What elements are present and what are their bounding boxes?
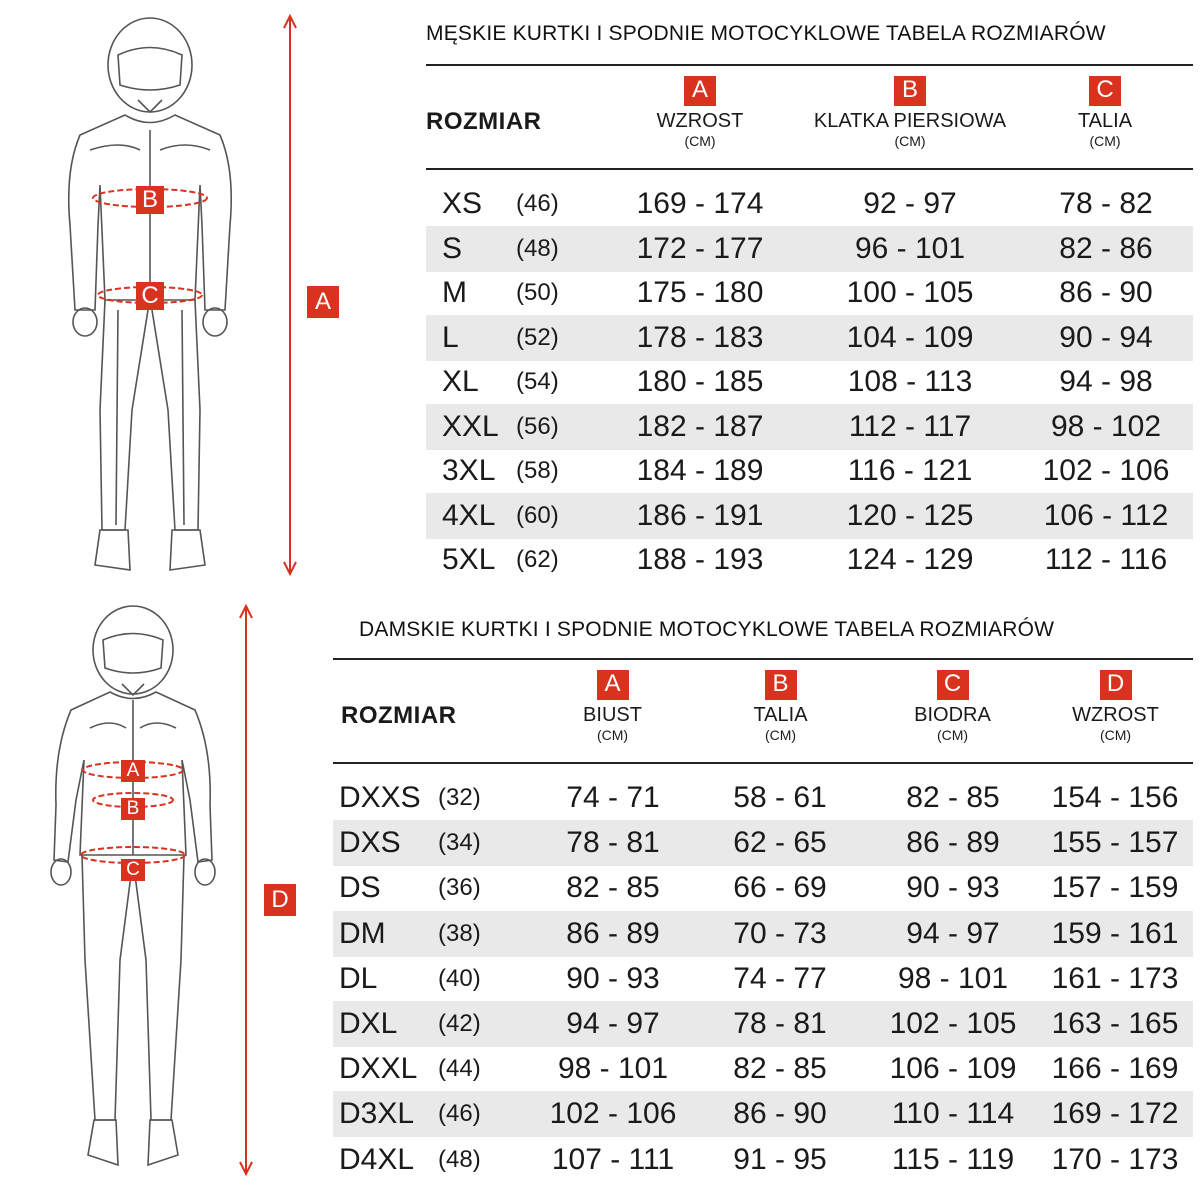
women-cell-size: DXXS	[339, 781, 421, 814]
women-cell-a: 90 - 93	[566, 961, 660, 995]
men-table-row	[426, 537, 1193, 583]
women-cell-b: 78 - 81	[733, 1007, 827, 1040]
men-cell-size: S	[442, 231, 463, 265]
women-col-height-badge: D	[1100, 670, 1132, 700]
women-cell-num: (40)	[438, 964, 481, 992]
men-cell-b: 116 - 121	[847, 454, 973, 487]
men-col-chest-unit: (CM)	[894, 133, 926, 149]
women-table-title: DAMSKIE KURTKI I SPODNIE MOTOCYKLOWE TABELA ROZMIARÓW	[359, 618, 1055, 641]
men-cell-num: (62)	[516, 546, 559, 573]
women-table-row	[333, 911, 1193, 957]
women-title-rule	[333, 658, 1193, 660]
men-cell-c: 94 - 98	[1059, 365, 1153, 398]
men-cell-num: (54)	[516, 368, 559, 395]
men-table-row	[426, 493, 1193, 539]
men-cell-b: 108 - 113	[847, 365, 973, 398]
women-cell-b: 91 - 95	[733, 1142, 827, 1176]
women-table-row	[333, 865, 1193, 911]
men-cell-a: 175 - 180	[636, 276, 764, 309]
women-cell-d: 161 - 173	[1051, 961, 1179, 995]
women-cell-num: (42)	[438, 1010, 481, 1037]
men-cell-b: 112 - 117	[848, 409, 972, 443]
men-cell-size: M	[442, 276, 467, 309]
women-cell-num: (32)	[438, 784, 481, 811]
men-cell-c: 78 - 82	[1059, 187, 1153, 220]
women-cell-c: 102 - 105	[889, 1007, 1017, 1040]
men-size-header: ROZMIAR	[426, 108, 542, 135]
men-cell-c: 90 - 94	[1059, 320, 1153, 354]
men-cell-size: XS	[442, 187, 483, 220]
women-col-hips-unit: (CM)	[936, 727, 969, 743]
men-cell-a: 178 - 183	[636, 320, 764, 354]
men-cell-c: 82 - 86	[1059, 231, 1153, 265]
men-cell-c: 112 - 116	[1044, 543, 1168, 576]
women-cell-size: DXL	[339, 1007, 398, 1040]
women-cell-d: 155 - 157	[1051, 826, 1179, 860]
women-table-row	[333, 775, 1193, 821]
women-cell-a: 107 - 111	[551, 1142, 675, 1176]
women-cell-b: 70 - 73	[733, 916, 827, 950]
men-col-chest-name: KLATKA PIERSIOWA	[813, 110, 1007, 132]
men-cell-size: 4XL	[442, 498, 496, 532]
women-cell-c: 90 - 93	[906, 871, 1000, 905]
women-table-row	[333, 1137, 1193, 1183]
men-cell-b: 100 - 105	[846, 276, 974, 309]
men-table-row	[426, 226, 1193, 272]
men-col-chest-badge: B	[894, 76, 926, 106]
women-cell-num: (44)	[438, 1055, 481, 1083]
women-col-waist-name: TALIA	[753, 704, 808, 726]
women-cell-d: 159 - 161	[1051, 916, 1179, 950]
men-title-rule	[426, 64, 1193, 66]
women-cell-a: 86 - 89	[566, 916, 660, 950]
women-header-rule	[333, 762, 1193, 764]
men-cell-a: 184 - 189	[636, 454, 764, 487]
women-table-row	[333, 1046, 1193, 1092]
women-col-bust	[550, 670, 675, 744]
women-size-header: ROZMIAR	[341, 702, 457, 729]
men-header-rule	[426, 168, 1193, 170]
women-col-waist-badge: B	[765, 670, 797, 700]
women-cell-a: 102 - 106	[549, 1097, 677, 1131]
men-cell-a: 186 - 191	[636, 498, 764, 532]
men-cell-b: 124 - 129	[846, 543, 974, 576]
men-cell-size: XXL	[442, 409, 499, 443]
men-cell-size: 5XL	[442, 543, 496, 576]
men-cell-num: (60)	[516, 501, 559, 529]
women-col-height	[1053, 670, 1178, 744]
men-cell-num: (50)	[516, 279, 559, 306]
women-cell-d: 163 - 165	[1051, 1007, 1179, 1040]
women-cell-c: 110 - 114	[891, 1097, 1015, 1131]
women-cell-d: 157 - 159	[1051, 871, 1179, 905]
women-cell-size: D4XL	[339, 1142, 415, 1176]
men-cell-num: (46)	[516, 190, 559, 217]
men-cell-b: 92 - 97	[863, 187, 957, 220]
women-col-height-name: WZROST	[1072, 704, 1159, 726]
men-col-height-unit: (CM)	[684, 133, 716, 149]
women-cell-d: 170 - 173	[1051, 1142, 1179, 1176]
men-col-waist	[1035, 76, 1175, 150]
women-cell-size: DXS	[339, 826, 401, 860]
women-hips-badge: C	[121, 859, 145, 881]
women-cell-b: 86 - 90	[733, 1097, 827, 1131]
women-cell-num: (38)	[438, 919, 481, 947]
men-cell-a: 180 - 185	[636, 365, 764, 398]
women-cell-d: 166 - 169	[1051, 1052, 1179, 1086]
women-cell-a: 94 - 97	[566, 1007, 660, 1040]
women-waist-badge: B	[121, 798, 145, 820]
men-figure-drawing	[30, 10, 320, 580]
women-table-row	[333, 820, 1193, 866]
women-cell-a: 74 - 71	[566, 781, 660, 814]
women-figure	[30, 600, 320, 1180]
women-cell-b: 74 - 77	[733, 961, 827, 995]
men-cell-c: 102 - 106	[1042, 454, 1170, 487]
men-col-chest	[800, 76, 1020, 150]
women-cell-d: 169 - 172	[1051, 1097, 1179, 1131]
men-table-row	[426, 181, 1193, 227]
men-cell-a: 172 - 177	[636, 231, 764, 265]
women-cell-b: 66 - 69	[733, 871, 827, 905]
men-cell-c: 106 - 112	[1043, 498, 1169, 532]
women-cell-a: 78 - 81	[566, 826, 660, 860]
men-cell-size: L	[442, 320, 459, 354]
men-table-row	[426, 270, 1193, 316]
women-cell-num: (48)	[438, 1145, 481, 1173]
women-col-bust-badge: A	[597, 670, 629, 700]
women-cell-size: D3XL	[339, 1097, 415, 1131]
women-cell-c: 94 - 97	[906, 916, 1000, 950]
women-cell-num: (36)	[438, 874, 481, 902]
men-chest-badge: B	[136, 186, 164, 214]
women-cell-c: 98 - 101	[897, 961, 1009, 995]
women-table-row	[333, 1091, 1193, 1137]
men-table-row	[426, 315, 1193, 361]
women-table-row	[333, 956, 1193, 1002]
women-cell-a: 82 - 85	[566, 871, 660, 905]
women-cell-d: 154 - 156	[1051, 781, 1179, 814]
women-table-row	[333, 1001, 1193, 1047]
men-cell-num: (56)	[516, 412, 559, 440]
men-cell-b: 120 - 125	[846, 498, 974, 532]
men-table-row	[426, 404, 1193, 450]
women-col-hips-badge: C	[937, 670, 969, 700]
women-cell-c: 106 - 109	[889, 1052, 1017, 1086]
women-cell-a: 98 - 101	[557, 1052, 669, 1086]
men-cell-num: (52)	[516, 323, 559, 351]
men-cell-size: 3XL	[442, 454, 496, 487]
women-cell-num: (46)	[438, 1100, 481, 1128]
men-col-height-name: WZROST	[656, 110, 744, 132]
men-cell-a: 169 - 174	[636, 187, 764, 220]
women-col-bust-name: BIUST	[583, 704, 642, 726]
men-cell-b: 104 - 109	[846, 320, 974, 354]
women-cell-c: 82 - 85	[906, 781, 1000, 814]
women-cell-c: 86 - 89	[906, 826, 1000, 860]
men-table-title: MĘSKIE KURTKI I SPODNIE MOTOCYKLOWE TABELA ROZMIARÓW	[426, 22, 1106, 45]
men-table-row	[426, 448, 1193, 494]
men-col-height-badge: A	[684, 76, 716, 106]
women-col-height-unit: (CM)	[1099, 727, 1132, 743]
women-col-bust-unit: (CM)	[596, 727, 629, 743]
men-height-badge: A	[307, 286, 339, 318]
women-col-hips	[890, 670, 1015, 744]
women-cell-size: DM	[339, 916, 386, 950]
men-col-height	[620, 76, 780, 150]
women-cell-size: DL	[339, 961, 378, 995]
women-cell-size: DXXL	[339, 1052, 418, 1086]
men-col-waist-name: TALIA	[1077, 110, 1133, 132]
men-cell-size: XL	[442, 365, 479, 398]
men-cell-a: 188 - 193	[636, 543, 764, 576]
men-cell-num: (58)	[516, 457, 559, 484]
women-cell-num: (34)	[438, 829, 481, 857]
women-cell-b: 82 - 85	[733, 1052, 827, 1086]
men-waist-badge: C	[136, 282, 164, 310]
men-col-waist-unit: (CM)	[1089, 133, 1121, 149]
women-col-waist-unit: (CM)	[764, 727, 797, 743]
men-cell-b: 96 - 101	[854, 231, 966, 265]
women-cell-size: DS	[339, 871, 381, 905]
women-col-hips-name: BIODRA	[914, 704, 991, 726]
men-cell-c: 86 - 90	[1059, 276, 1153, 309]
men-table-row	[426, 359, 1193, 405]
women-cell-b: 62 - 65	[733, 826, 827, 860]
women-height-badge: D	[264, 884, 296, 916]
men-cell-num: (48)	[516, 234, 559, 262]
men-col-waist-badge: C	[1089, 76, 1121, 106]
men-cell-a: 182 - 187	[636, 409, 764, 443]
men-cell-c: 98 - 102	[1050, 409, 1162, 443]
men-figure	[30, 10, 331, 580]
women-cell-b: 58 - 61	[733, 781, 827, 814]
women-col-waist	[718, 670, 843, 744]
women-bust-badge: A	[121, 760, 145, 782]
women-cell-c: 115 - 119	[891, 1142, 1015, 1176]
